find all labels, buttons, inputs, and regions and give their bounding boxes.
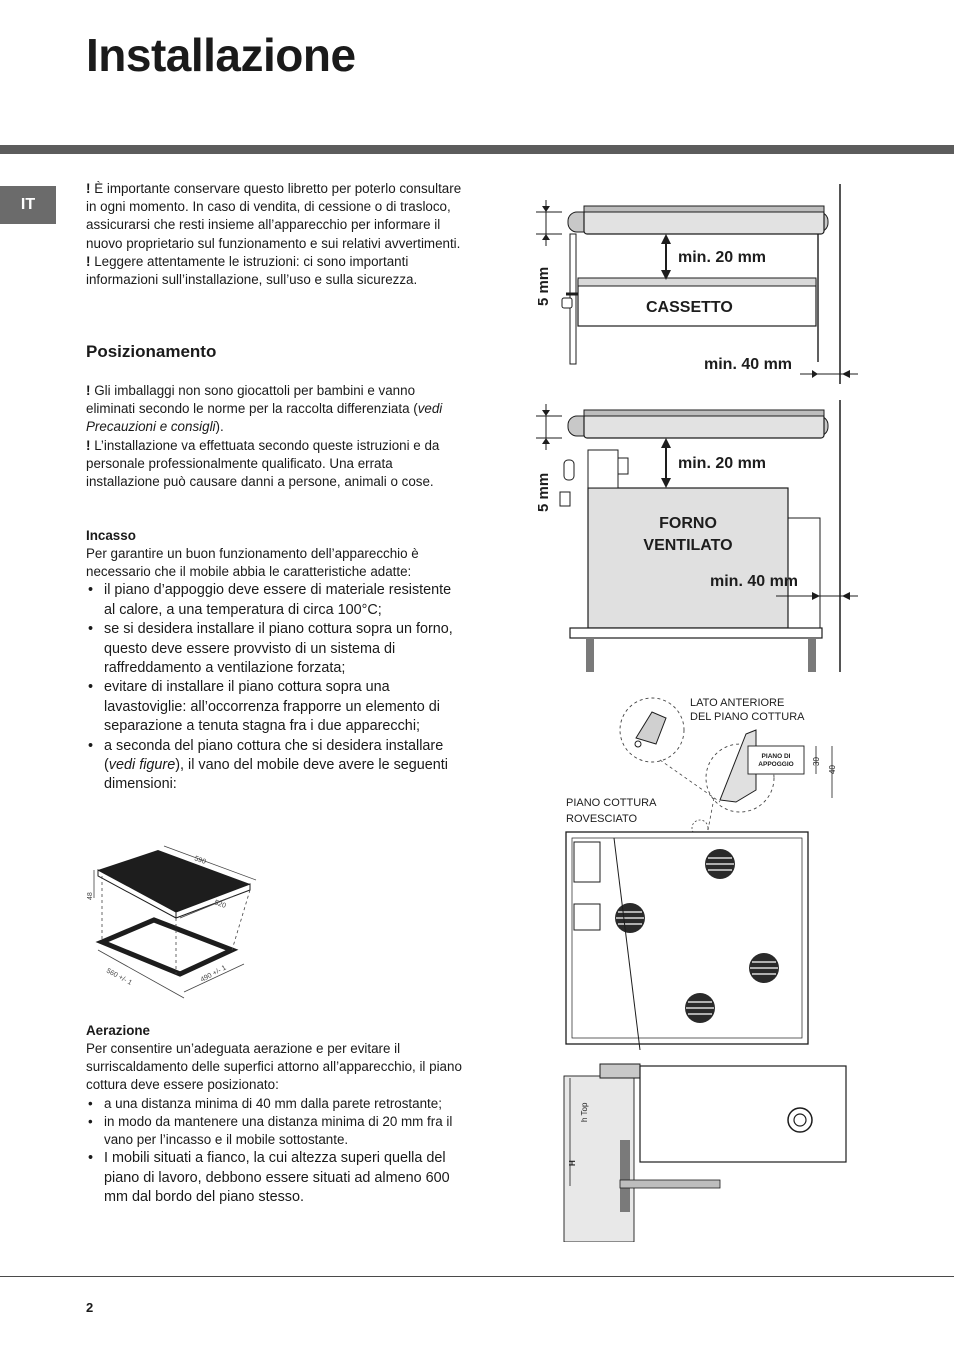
aerazione-list: [86, 1095, 464, 1208]
oven-handle: [560, 492, 570, 506]
arrow: [661, 478, 671, 488]
positioning-warning-2: ! L’installazione va effettuata secondo queste istruzioni e da personale professionalmente qualificato. Una errata installazione può causare danni a persone, animali o cose.: [86, 437, 440, 490]
arrow: [661, 438, 671, 448]
arrow: [812, 370, 818, 378]
dim-40mm-label: min. 40 mm: [710, 573, 799, 590]
hob-top: [98, 850, 250, 912]
cutout-dimensions-figure: [84, 842, 264, 1010]
flipped-hob-label-1: PIANO COTTURA: [566, 797, 657, 809]
warning-icon: !: [86, 383, 95, 398]
oven-knob: [564, 460, 574, 480]
drawer-clearance-diagram: [528, 182, 858, 384]
cabinet-leg: [808, 638, 816, 672]
bracket-screw: [635, 741, 641, 747]
dim-5mm-label: 5 mm: [535, 266, 552, 306]
arrow: [542, 206, 550, 212]
arrow: [812, 592, 820, 600]
footer-rule: [0, 1276, 954, 1277]
list-item: • in modo da mantenere una distanza minima di 20 mm fra il vano per l’incasso e il mobile sottostante.: [86, 1113, 464, 1149]
intro-warning-1: ! È importante conservare questo libretto per poterlo consultare in ogni momento. In caso di vendita, di cessione o di trasloco, assicurarsi che resti insieme all’apparecchio per informare il nuovo proprietario sul funzionamento e sui relativi avvertimenti.: [86, 181, 462, 251]
list-item: • evitare di installare il piano cottura sopra una lavastoviglie: all’occorrenza frapporre un elemento di separazione a tenuta stagna fra i due apparecchi;: [86, 678, 464, 736]
leader-lines: [660, 760, 720, 830]
incasso-intro: Per garantire un buon funzionamento dell’apparecchio è necessario che il mobile abbia le caratteristiche adatte:: [86, 546, 419, 580]
flipped-hob-label-2: ROVESCIATO: [566, 813, 638, 825]
cross-reference: vedi Precauzioni e consigli: [86, 401, 443, 435]
drawer-knob: [562, 298, 572, 308]
arrow: [542, 410, 550, 416]
hob-body-section: [640, 1066, 846, 1162]
arrow: [842, 592, 850, 600]
list-item: • a seconda del piano cottura che si desidera installare (vedi figure), il vano del mobile deve avere le seguenti dimensioni:: [86, 737, 464, 795]
aerazione-intro: Per consentire un’adeguata aerazione e per evitare il surriscaldamento delle superfici attorno all’apparecchio, il piano cottura deve essere posizionato:: [86, 1041, 462, 1093]
positioning-heading: Posizionamento: [86, 342, 217, 361]
hob-edge-section: [600, 1064, 640, 1078]
arrow: [661, 234, 671, 244]
oven-label-line-2: VENTILATO: [643, 537, 733, 554]
arrow: [542, 438, 550, 444]
positioning-section: [86, 382, 464, 491]
oven-control-box: [588, 450, 618, 488]
fixing-screw: [620, 1140, 630, 1212]
hob-glass: [584, 206, 824, 212]
dim-5mm-label: 5 mm: [535, 472, 552, 512]
language-tab: IT: [0, 186, 56, 224]
intro-section: [86, 180, 464, 289]
hob-glass: [584, 410, 824, 416]
fixing-bracket-section: [620, 1180, 720, 1188]
oven-label-line-1: FORNO: [659, 515, 717, 532]
incasso-list: [86, 581, 464, 794]
oven-body: [588, 488, 788, 628]
positioning-warning-1: ! Gli imballaggi non sono giocattoli per bambini e vanno eliminati secondo le norme per la raccolta differenziata (vedi Precauzioni e consigli).: [86, 383, 443, 435]
aerazione-section: [86, 1022, 464, 1207]
dim-40mm-label: min. 40 mm: [704, 356, 793, 373]
cutout-frame: [102, 920, 232, 974]
list-item: • il piano d’appoggio deve essere di materiale resistente al calore, a una temperatura di circa 100°C;: [86, 581, 464, 620]
dimension-48: 48: [87, 892, 94, 900]
cabinet-leg: [586, 638, 594, 672]
oven-vent: [618, 458, 628, 474]
dimension-490: 490 +/- 1: [199, 964, 228, 984]
dim-20mm-label: min. 20 mm: [678, 249, 767, 266]
front-side-label-1: LATO ANTERIORE: [690, 697, 785, 709]
control-module: [574, 842, 600, 882]
warning-icon: !: [86, 181, 95, 196]
dim-htop-label: h Top: [580, 1102, 589, 1122]
dim-h-label: H: [568, 1160, 577, 1166]
dim-40-label: 40: [828, 765, 837, 774]
support-label-2: APPOGGIO: [758, 761, 794, 768]
drawer-rail: [578, 278, 816, 286]
page-number: 2: [86, 1300, 94, 1315]
list-item: • I mobili situati a fianco, la cui altezza superi quella del piano di lavoro, debbono essere situati ad almeno 600 mm dal bordo del piano stesso.: [86, 1149, 464, 1207]
hob-body: [584, 210, 824, 234]
front-side-label-2: DEL PIANO COTTURA: [690, 711, 805, 723]
list-item: • a una distanza minima di 40 mm dalla parete retrostante;: [86, 1095, 464, 1113]
bracket-clip: [636, 712, 666, 744]
cross-reference: vedi figure: [108, 757, 176, 774]
intro-warning-2: ! Leggere attentamente le istruzioni: ci sono importanti informazioni sull’installazione, sull’uso e sulla sicurezza.: [86, 253, 418, 288]
arrow: [842, 370, 850, 378]
junction-box: [574, 904, 600, 930]
dim-20mm-label: min. 20 mm: [678, 455, 767, 472]
header-rule: [0, 145, 954, 154]
support-label-1: PIANO DI: [761, 753, 791, 760]
incasso-heading: Incasso: [86, 528, 136, 543]
dimension-590: 590: [193, 855, 207, 866]
arrow: [542, 234, 550, 240]
oven-clearance-diagram: [528, 400, 858, 672]
drawer-label: CASSETTO: [646, 299, 733, 316]
incasso-section: [86, 527, 464, 795]
dimension-520: 520: [213, 899, 227, 910]
warning-icon: !: [86, 253, 95, 269]
dim-30-label: 30: [812, 757, 821, 766]
hob-body: [584, 414, 824, 438]
aerazione-heading: Aerazione: [86, 1023, 150, 1038]
page-title: Installazione: [86, 29, 356, 81]
support-plate: [748, 746, 804, 774]
list-item: • se si desidera installare il piano cottura sopra un forno, questo deve essere provvisto di un sistema di raffreddamento a ventilazione forzata;: [86, 620, 464, 678]
cabinet-base: [570, 628, 822, 638]
dimension-560: 560 +/- 1: [105, 967, 133, 987]
bracket-fixing-diagram: [560, 690, 850, 1242]
warning-icon: !: [86, 437, 95, 453]
